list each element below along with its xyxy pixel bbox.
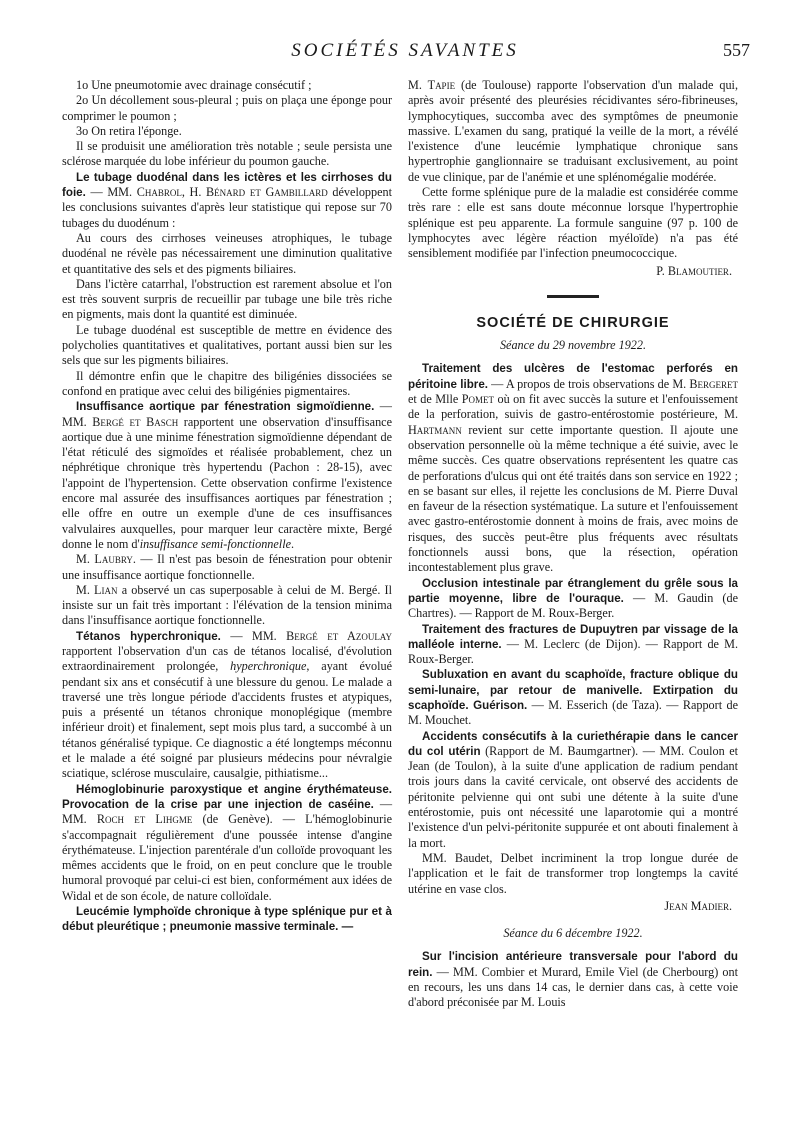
intro-item: 2o Un décollement sous-pleural ; puis on plaça une éponge pour comprimer le poumon ; bbox=[62, 93, 392, 123]
article-insuffisance bbox=[62, 399, 392, 552]
term: hyperchronique bbox=[230, 659, 307, 674]
article-leucemie bbox=[62, 904, 392, 935]
article-curietherapie bbox=[408, 729, 738, 851]
article-text: rapportent une observation d'insuffisance aortique due à une minime fénestration sigmoïdienne dépendant de l'état réticulé des sigmoïdes et réalisée probablement, chez un néphrétique chronique très hypertendu (Pachon : 28-15), avec l'appoint de l'hypertension. Cette observation confirme l'existence encore mal assurée des insuffisances aortiques par fénestration ; elle offre en outre un exemple d'une de ces insuffisances valvulaires auxquelles, pour marquer leur caractère mixte, Bergé donne le nom d' bbox=[62, 414, 392, 551]
author: M. Laubry. bbox=[76, 552, 136, 567]
right-column bbox=[408, 78, 738, 1011]
page-header bbox=[60, 40, 750, 70]
signature: Jean Madier. bbox=[664, 898, 732, 913]
article-text: revient sur cette importante question. Il ajoute une observation personnelle où la même technique a été suivie, avec le même succès. Ces quatre observations représentent les quatre cas de perforations d'ulcus qui ont été traités dans son service en 1922 ; en se basant sur elles, il rejette les conclusions de M. Pierre Duval en faveur de la résection systématique. La suture et l'enfouissement avec gastro-entérostomie donnent à moins de frais, avec moins de risques, des succès peut-être plus fréquents avec résultats fonctionnels aussi bons, que la résection, opération incontestablement plus grave. bbox=[408, 422, 738, 575]
section-divider bbox=[547, 295, 599, 298]
article-hemoglobinurie bbox=[62, 782, 392, 904]
paragraph bbox=[62, 583, 392, 629]
article-scaphoide bbox=[408, 667, 738, 728]
article-text: où on fit avec succès la suture et l'enfouissement de la perforation, suivis de gastro-entérostomie postérieure, M. bbox=[408, 392, 738, 422]
intro-result: Il se produisit une amélioration très notable ; seule persista une sclérose marquée du lobe inférieur du poumon gauche. bbox=[62, 139, 392, 169]
article-title: Accidents consécutifs à la curiethérapie dans le cancer du col utérin bbox=[408, 729, 738, 758]
paragraph: Le tubage duodénal est susceptible de mettre en évidence des polycholies quantitatives et qualitatives, portant aussi bien sur les sels que sur les pigments biliaires. bbox=[62, 322, 392, 368]
article-ulceres bbox=[408, 361, 738, 575]
article-incision bbox=[408, 949, 738, 1010]
authors: — MM. Bergé et Basch bbox=[62, 399, 392, 429]
article-title: Occlusion intestinale par étranglement du grêle sous la partie moyenne, libre de l'ouraque. bbox=[408, 576, 738, 605]
author: M. Lian bbox=[76, 582, 118, 597]
paragraph-text: (de Toulouse) rapporte l'observation d'un malade qui, après avoir présenté des pleurésies récidivantes séro-fibrineuses, lymphocytiques, succomba avec des symptômes de pneumonie massive. L'examen du sang, pratiqué la veille de la mort, a révélé l'existence d'une leucémie lymphatique chronique sans hypertrophie ganglionnaire se traduisant exclusivement, au point de vue clinique, par de l'anémie et une splénomégalie modérée. bbox=[408, 78, 738, 184]
session-date: Séance du 6 décembre 1922. bbox=[503, 926, 643, 941]
left-column bbox=[62, 78, 392, 935]
punctuation: . bbox=[290, 536, 295, 551]
article-title: Tétanos hyperchronique. bbox=[76, 629, 221, 643]
article-text: (Rapport de M. Baumgartner). — MM. Coulon et Jean (de Toulon), à la suite d'une application de radium pendant trois jours dans la cavité cervicale, ont observé des accidents de péritonite pelvienne qui ont subi une détente à la suite d'une entérostomie, puis ont nécessité une laparotomie qui a montré l'existence d'un pelvi-péritonite suppurée et ont abouti finalement à la mort. bbox=[408, 743, 739, 850]
article-text: — MM. Combier et Murard, Emile Viel (de Cherbourg) ont en recours, les uns dans 14 cas, le dernier dans cas, à cette voie d'abord préconisée par M. Louis bbox=[408, 964, 738, 1010]
paragraph bbox=[62, 552, 392, 583]
article-text: et de Mlle bbox=[408, 392, 462, 407]
article-tubage bbox=[62, 170, 392, 231]
article-occlusion bbox=[408, 576, 738, 622]
author: M. Tapie bbox=[408, 78, 456, 92]
author: Pomet bbox=[461, 392, 495, 407]
article-text: — M. Gaudin (de Chartres). — Rapport de M. Roux-Berger. bbox=[408, 590, 738, 621]
paragraph: Au cours des cirrhoses veineuses atrophiques, le tubage duodénal ne révèle pas nécessairement une diminution qualitative et quantitative des sels et des pigments biliaires. bbox=[62, 230, 392, 276]
article-text: — M. Esserich (de Taza). — Rapport de M. Mouchet. bbox=[408, 697, 738, 728]
running-title: SOCIÉTÉS SAVANTES bbox=[291, 40, 519, 61]
article-title: Hémoglobinurie paroxystique et angine érythémateuse. Provocation de la crise par une injection de caséine. bbox=[62, 782, 392, 811]
paragraph: MM. Baudet, Delbet incriminent la trop longue durée de l'application et le fait de transformer trop longtemps la cavité utérine en vase clos. bbox=[408, 850, 738, 896]
intro-item: 3o On retira l'éponge. bbox=[76, 123, 182, 138]
article-title: Traitement des ulcères de l'estomac perforés en péritoine libre. bbox=[408, 362, 738, 391]
article-title: Traitement des fractures de Dupuytren par vissage de la malléole interne. bbox=[408, 622, 738, 651]
intro-item: 1o Une pneumotomie avec drainage consécutif ; bbox=[76, 78, 312, 92]
article-title: Sur l'incision antérieure transversale pour l'abord du rein. bbox=[408, 950, 738, 979]
signature: P. Blamoutier. bbox=[656, 263, 732, 278]
paragraph-text: — Il n'est pas besoin de fénestration pour obtenir une insuffisance aortique fonctionnelle. bbox=[62, 552, 392, 582]
section-heading: SOCIÉTÉ DE CHIRURGIE bbox=[476, 314, 670, 331]
term: insuffisance semi-fonctionnelle bbox=[139, 536, 291, 551]
paragraph: Il démontre enfin que le chapitre des biligénies dissociées se confond en pratique avec celui des biligénies pigmentaires. bbox=[62, 368, 392, 398]
article-text: (de Genève). — L'hémoglobinurie s'accompagnait régulièrement d'une poussée intense d'angine érythémateuse. L'injection parentérale d'un colloïde provoquant les mêmes accidents que le froid, on en peut conclure que le trouble humoral provoqué par celui-ci est bien, conformément aux idées de Widal et de son école, de nature colloïdale. bbox=[62, 812, 392, 903]
paragraph: Dans l'ictère catarrhal, l'obstruction est rarement absolue et l'on est très souvent surpris de recueillir par tubage une bile très riche en pigments, mais dont la quantité est diminuée. bbox=[62, 276, 392, 322]
paragraph bbox=[408, 78, 738, 185]
author: Hartmann bbox=[408, 422, 462, 437]
article-title: Leucémie lymphoïde chronique à type splénique pur et à début pleurétique ; pneumonie massive terminale. — bbox=[62, 905, 392, 934]
authors: — MM. Chabrol, H. Bénard et Gambillard bbox=[90, 185, 328, 200]
paragraph-text: a observé un cas superposable à celui de M. Bergé. Il insiste sur un fait très important : l'élévation de la tension minima dans l'insuffisance aortique fonctionnelle. bbox=[62, 582, 393, 628]
page-number: 557 bbox=[723, 40, 750, 60]
author: Bergeret bbox=[689, 376, 738, 391]
article-text: — M. Leclerc (de Dijon). — Rapport de M. Roux-Berger. bbox=[408, 636, 738, 667]
article-text: — A propos de trois observations de M. bbox=[488, 376, 690, 391]
article-title: Le tubage duodénal dans les ictères et les cirrhoses du foie. bbox=[62, 170, 392, 200]
paragraph: Cette forme splénique pure de la maladie est considérée comme très rare : elle est sans doute méconnue lorsque l'hypertrophie splénique est peu apparente. La formule sanguine (97 p. 100 de lymphocytes avec légère réaction myéloïde) n'a pas été sensiblement modifiée par l'infection pneumococcique. bbox=[408, 185, 738, 261]
article-title: Insuffisance aortique par fénestration sigmoïdienne. bbox=[76, 400, 375, 414]
article-text: développent les conclusions suivantes d'après leur statistique qui repose sur 70 tubages du duodénum : bbox=[62, 185, 392, 230]
article-dupuytren bbox=[408, 622, 738, 668]
authors: — MM. Roch et Lihgme bbox=[62, 796, 393, 827]
article-text: , ayant évolué pendant six ans et consécutif à une blessure du genou. Le malade a traversé une très longue période d'accidents frustes et atypiques, puis a présenté un tétanos chronique monoplégique (membre inférieur droit) et finalement, sept mois plus tard, a succombé à un tétanos généralisé typique. Ce diagnostic a été longtemps méconnu et le malade a été soigné par plusieurs médecins pour névralgie sciatique, sclérose musculaire, causalgie, pithiatisme... bbox=[62, 659, 392, 781]
article-tetanos bbox=[62, 629, 392, 782]
article-text: rapportent l'observation d'un cas de tétanos localisé, d'évolution extraordinairement prolongée, bbox=[62, 643, 392, 674]
article-title: Subluxation en avant du scaphoïde, fracture oblique du semi-lunaire, par retour de manivelle. Extirpation du scaphoïde. Guérison. bbox=[408, 668, 738, 712]
session-date: Séance du 29 novembre 1922. bbox=[499, 338, 647, 353]
authors: — MM. Bergé et Azoulay bbox=[220, 628, 392, 643]
